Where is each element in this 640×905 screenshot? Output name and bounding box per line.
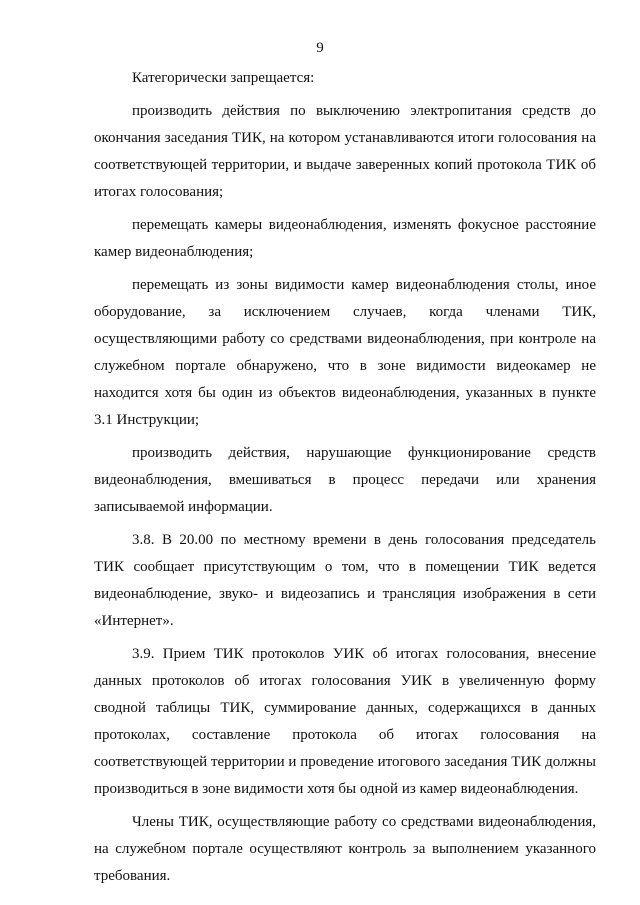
paragraph-tik-members: Члены ТИК, осуществляющие работу со средствами видеонаблюдения, на служебном портале осуществляют контроль за выполнением указанного требования. bbox=[94, 814, 596, 884]
document-body bbox=[94, 65, 596, 890]
paragraph-3-8: 3.8. В 20.00 по местному времени в день голосования председатель ТИК сообщает присутствующим о том, что в помещении ТИК ведется видеонаблюдение, звуко- и видеозапись и трансляция изображения в сети «Интернет». bbox=[94, 532, 596, 629]
prohibitions-heading: Категорически запрещается: bbox=[132, 70, 315, 86]
paragraph-3-9: 3.9. Прием ТИК протоколов УИК об итогах голосования, внесение данных протоколов об итогах голосования УИК в увеличенную форму сводной таблицы ТИК, суммирование данных, содержащихся в данных протоколах, составление протокола об итогах голосования на соответствующей территории и проведение итогового заседания ТИК должны производиться в зоне видимости хотя бы одной из камер видеонаблюдения. bbox=[94, 646, 596, 797]
paragraph-move-tables: перемещать из зоны видимости камер видеонаблюдения столы, иное оборудование, за исключением случаев, когда членами ТИК, осуществляющими работу со средствами видеонаблюдения, при контроле на служебном портале обнаружено, что в зоне видимости видеокамер не находится хотя бы один из объектов видеонаблюдения, указанных в пункте 3.1 Инструкции; bbox=[94, 277, 596, 428]
paragraph-move-cameras: перемещать камеры видеонаблюдения, изменять фокусное расстояние камер видеонаблюдения; bbox=[94, 217, 596, 260]
paragraph-interference: производить действия, нарушающие функционирование средств видеонаблюдения, вмешиваться в процесс передачи или хранения записываемой информации. bbox=[94, 445, 596, 515]
paragraph-power-off: производить действия по выключению электропитания средств до окончания заседания ТИК, на котором устанавливаются итоги голосования на соответствующей территории, и выдаче заверенных копий протокола ТИК об итогах голосования; bbox=[94, 103, 596, 200]
page-number: 9 bbox=[316, 40, 324, 56]
